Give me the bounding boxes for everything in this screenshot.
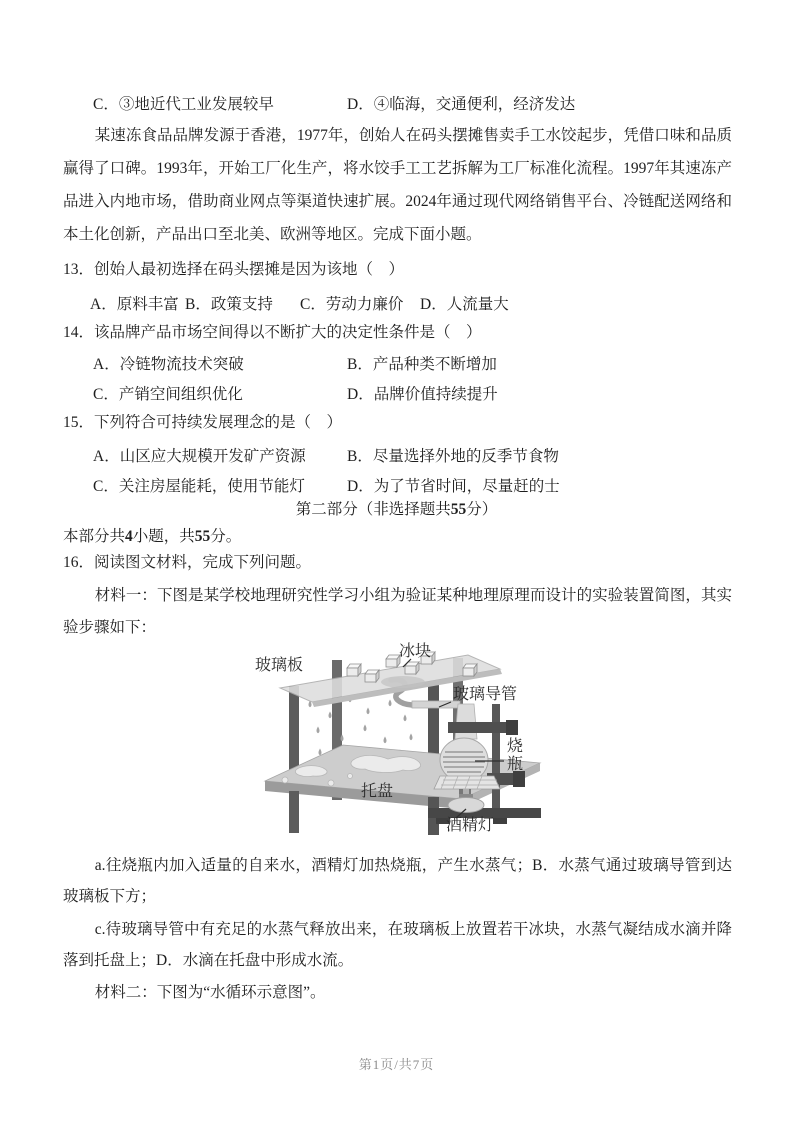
section2-header-text-1: 第二部分（非选择题共 [295,501,451,518]
q15-option-b: B．尽量选择外地的反季节食物 [347,448,559,465]
q14-option-c: C．产销空间组织优化 [93,386,243,403]
q15-option-d: D．为了节省时间，尽量赶的士 [347,478,560,495]
q15-options-row-1 [0,444,793,468]
section2-summary [63,526,241,548]
q14-option-a: A．冷链物流技术突破 [93,356,244,373]
prev-option-d: D．④临海，交通便利，经济发达 [347,96,576,113]
section2-header-points: 55 [450,501,467,518]
section2-summary-points: 55 [194,528,211,545]
prev-option-c: C．③地近代工业发展较早 [93,96,274,113]
q14-option-d: D．品牌价值持续提升 [347,386,498,403]
tray-label: 托盘 [361,783,394,800]
q13-option-b: B．政策支持 [185,296,273,313]
section2-summary-3: 分。 [210,528,242,545]
q14-options-row-1 [0,352,793,376]
section2-header [0,499,793,521]
q15-stem: 15．下列符合可持续发展理念的是（ ） [63,414,343,431]
q15-options-row-2 [0,474,793,498]
q13-options-row [0,292,793,316]
q13-option-a: A．原料丰富 [90,296,179,313]
front-left-leg [289,791,299,833]
passage-paragraph: 某速冻食品品牌发源于香港，1977年，创始人在码头摆摊售卖手工水饺起步，凭借口味和品质赢得了口碑。1993年，开始工厂化生产，将水饺手工工艺拆解为工厂标准化流程。1997年其速冻产品进入内地市场，借助商业网点等渠道快速扩展。2024年通过现代网络销售平台、冷链配送网络和本土化创新，产品出口至北美、欧洲等地区。完成下面小题。 [63,127,732,243]
page-number: 第1页/共7页 [358,1057,435,1072]
q16-material1: 材料一：下图是某学校地理研究性学习小组为验证某种地理原理而设计的实验装置简图，其实验步骤如下： [63,587,732,636]
q16-material2: 材料二：下图为“水循环示意图”。 [94,984,326,1001]
q15-option-a: A．山区应大规模开发矿产资源 [93,448,306,465]
section2-header-text-2: 分） [466,501,498,518]
q14-options-row-2 [0,382,793,406]
section2-summary-count: 4 [125,528,133,545]
q14-stem: 14．该品牌产品市场空间得以不断扩大的决定性条件是（ ） [63,324,482,341]
q15-option-c: C．关注房屋能耗，使用节能灯 [93,478,305,495]
ice-label: 冰块 [399,643,432,660]
section2-summary-1: 本部分共 [63,528,126,545]
q16-stem: 16．阅读图文材料，完成下列问题。 [63,554,312,571]
alcohol-lamp-label: 酒精灯 [446,817,495,834]
glass-tube-label: 玻璃导管 [453,686,518,703]
experiment-apparatus-figure [253,642,545,838]
flask-shape [440,738,488,782]
q13-option-c: C．劳动力廉价 [300,296,404,313]
q13-stem: 13．创始人最初选择在码头摆摊是因为该地（ ） [63,261,405,278]
section2-summary-2: 小题，共 [132,528,195,545]
q16-steps-ab: a.往烧瓶内加入适量的自来水，酒精灯加热烧瓶，产生水蒸气；B．水蒸气通过玻璃导管到达玻璃板下方； [63,857,732,905]
prev-question-options-row [0,92,793,116]
q16-steps-cd: c.待玻璃导管中有充足的水蒸气释放出来，在玻璃板上放置若干冰块，水蒸气凝结成水滴并降落到托盘上；D．水滴在托盘中形成水流。 [63,921,732,969]
glass-plate-label: 玻璃板 [255,657,304,674]
q13-option-d: D．人流量大 [420,296,509,313]
flask-label: 烧瓶 [507,738,524,773]
glass-tube-shape [412,701,477,739]
q14-option-b: B．产品种类不断增加 [347,356,497,373]
